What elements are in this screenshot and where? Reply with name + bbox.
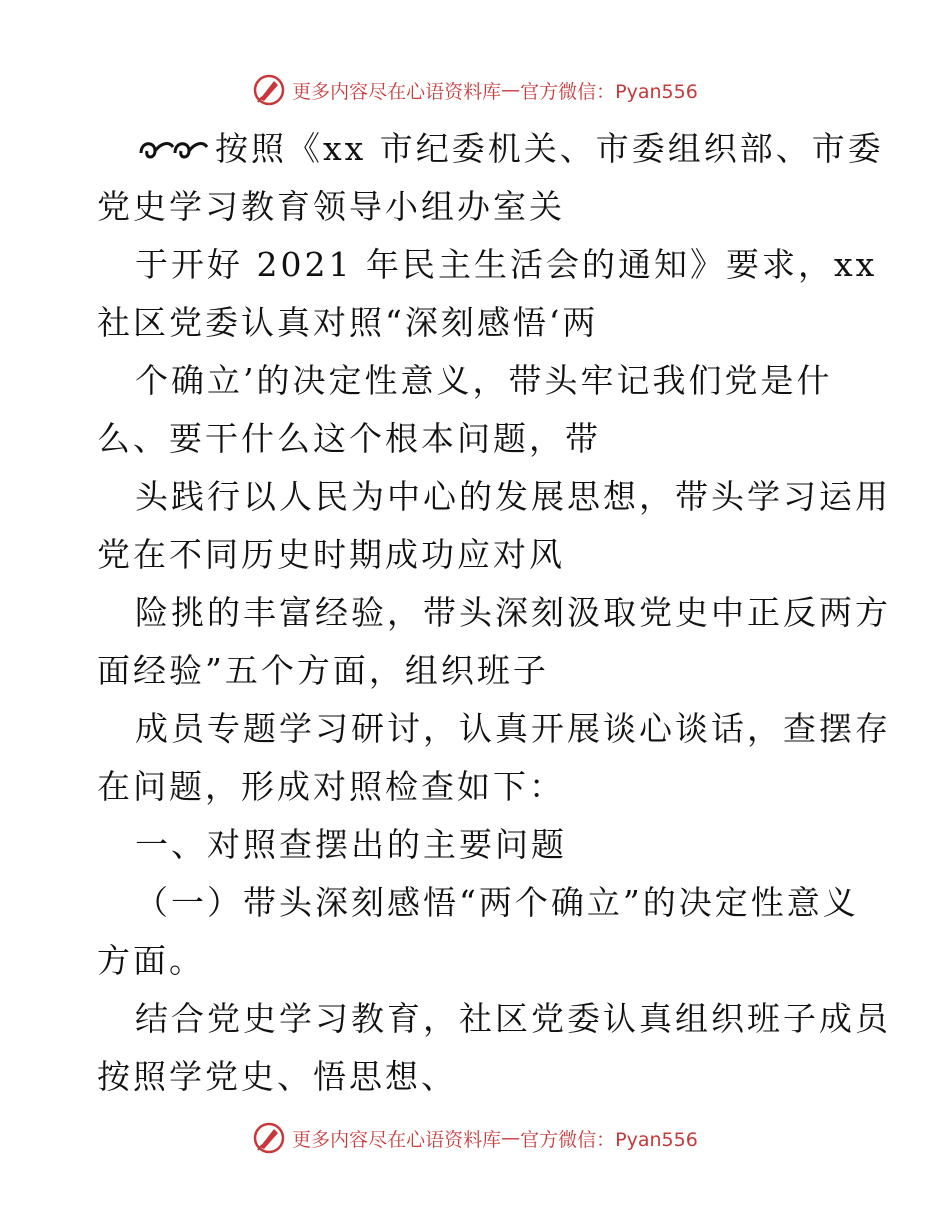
paragraph-line: 党在不同历史时期成功应对风 bbox=[97, 535, 565, 574]
paragraph-line: 险挑的丰富经验，带头深刻汲取党史中正反两方 bbox=[135, 593, 891, 632]
paragraph-line: 面经验”五个方面，组织班子 bbox=[97, 651, 549, 690]
paragraph-line: 成员专题学习研讨，认真开展谈心谈话，查摆存 bbox=[135, 709, 891, 748]
subsection-heading: （一）带头深刻感悟“两个确立”的决定性意义 bbox=[135, 883, 859, 922]
paragraph-line: 个确立’的决定性意义，带头牢记我们党是什 bbox=[135, 361, 833, 400]
section-heading: 一、对照查摆出的主要问题 bbox=[135, 825, 567, 864]
paragraph-line: 社区党委认真对照“深刻感悟‘两 bbox=[97, 303, 599, 342]
paragraph-line: 头践行以人民为中心的发展思想，带头学习运用 bbox=[135, 477, 891, 516]
watermark-text: 更多内容尽在心语资料库 bbox=[292, 80, 502, 103]
watermark-contact: 官方微信：Pyan556 bbox=[520, 80, 698, 103]
paragraph-line: 党史学习教育领导小组办室关 bbox=[97, 187, 565, 226]
paragraph-line: 么、要干什么这个根本问题，带 bbox=[97, 419, 601, 458]
quill-logo-icon bbox=[252, 1121, 286, 1155]
watermark-contact: 官方微信：Pyan556 bbox=[520, 1128, 698, 1151]
paragraph-line: 方面。 bbox=[97, 941, 205, 980]
paragraph-line: 按照学党史、悟思想、 bbox=[97, 1057, 457, 1096]
watermark-separator: — bbox=[501, 1127, 521, 1149]
swirl-ornament-icon bbox=[135, 129, 215, 165]
watermark-text: 更多内容尽在心语资料库 bbox=[292, 1128, 502, 1151]
paragraph-line: 于开好 2021 年民主生活会的通知》要求，xx bbox=[135, 245, 878, 284]
quill-logo-icon bbox=[252, 73, 286, 107]
paragraph-line: 结合党史学习教育，社区党委认真组织班子成员 bbox=[135, 999, 891, 1038]
paragraph-line bbox=[97, 120, 884, 178]
document-body bbox=[97, 120, 891, 1106]
paragraph-line: 在问题，形成对照检查如下： bbox=[97, 767, 565, 806]
watermark-separator: — bbox=[501, 79, 521, 101]
footer-watermark bbox=[0, 1118, 950, 1158]
header-watermark bbox=[0, 70, 950, 110]
line-text: 按照《xx 市纪委机关、市委组织部、市委 bbox=[215, 129, 884, 168]
